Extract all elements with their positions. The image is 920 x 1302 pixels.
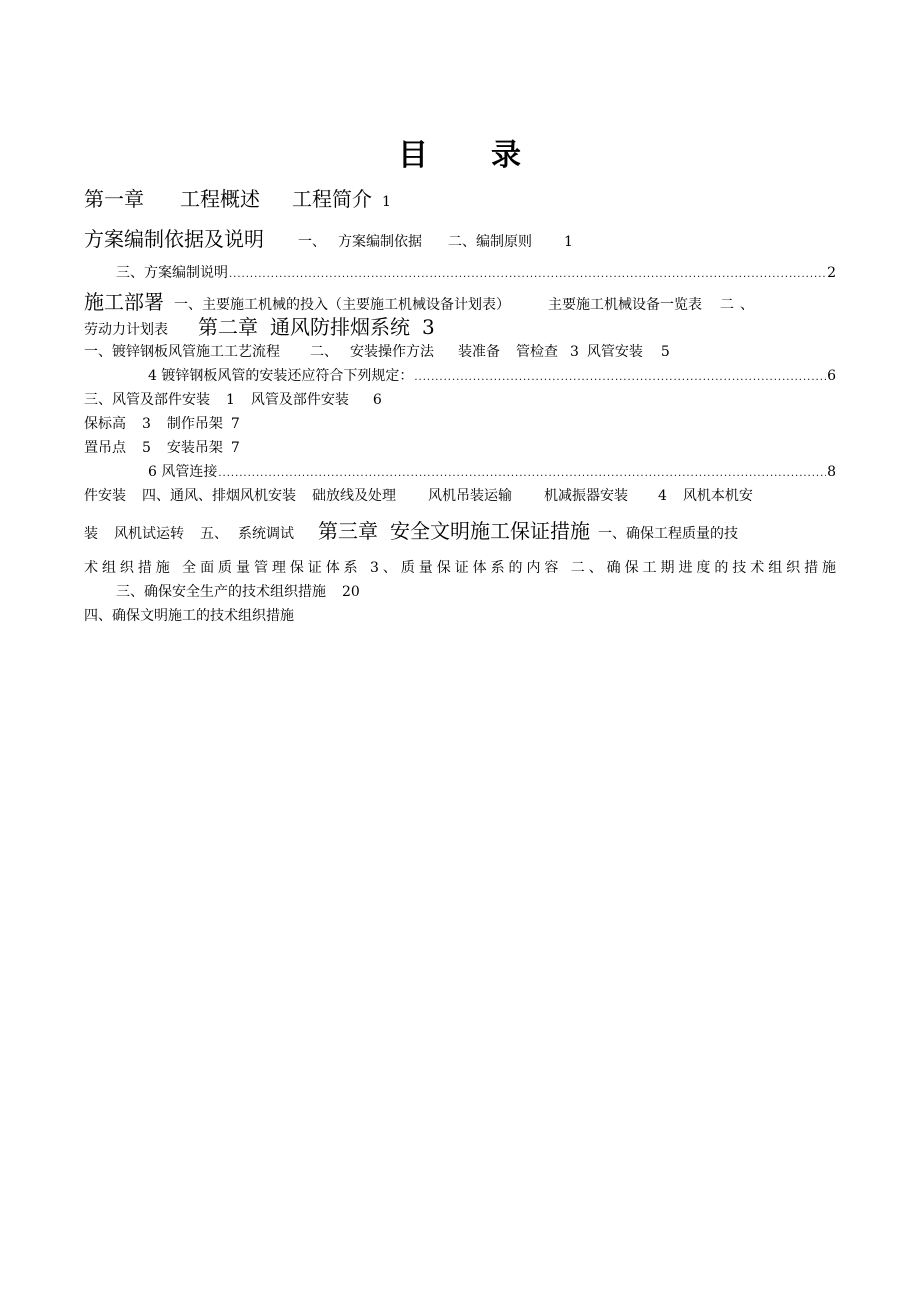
toc-line-12	[84, 486, 836, 506]
toc-entry-machinery-list: 主要施工机械设备一览表	[548, 297, 702, 313]
toc-entry-install-cont: 装	[84, 526, 98, 542]
toc-entry-damper-install: 机减振器安装	[544, 488, 628, 504]
toc-line-7	[148, 366, 836, 388]
toc-line-8	[84, 390, 836, 410]
toc-line-15	[116, 582, 836, 602]
toc-line-16	[84, 606, 836, 626]
toc-chapter-2-label: 第二章	[198, 315, 258, 339]
toc-entry-num: 4	[658, 488, 667, 504]
toc-page-number: 7	[230, 416, 240, 432]
toc-page-number: 20	[342, 584, 360, 600]
dot-leader	[229, 265, 826, 285]
toc-page-number: 5	[660, 344, 670, 360]
toc-chapter-3-title: 安全文明施工保证措施	[390, 519, 590, 543]
toc-entry-duct-rules: 4 镀锌钢板风管的安装还应符合下列规定：	[148, 368, 414, 384]
toc-entry-basis-1: 方案编制依据	[338, 234, 422, 250]
toc-line-1	[84, 186, 836, 215]
toc-entry-labor-plan: 劳动力计划表	[84, 322, 168, 338]
toc-entry-install-hanger: 安装吊架	[166, 440, 223, 456]
toc-entry-operation-method: 安装操作方法	[350, 344, 434, 360]
toc-entry-fan-trial: 风机试运转	[114, 526, 184, 542]
toc-line-13	[84, 518, 836, 547]
toc-title-char-2: 录	[491, 138, 522, 173]
toc-page-number: 8	[827, 464, 836, 480]
toc-line-2	[84, 226, 836, 255]
toc-line-14	[84, 558, 836, 578]
toc-entry-plan-description: 三、方案编制说明	[116, 265, 228, 281]
toc-entry-quality-measures-cont: 术组织措施	[84, 560, 174, 576]
toc-page-number: 1	[564, 234, 573, 250]
toc-entry-quality-system: 全面质量管理保证体系	[182, 560, 362, 576]
toc-entry-duct-parts-install: 风管及部件安装	[250, 392, 349, 408]
toc-entry-preparation: 装准备	[458, 344, 500, 360]
toc-entry-elevation: 保标高	[84, 416, 126, 432]
toc-entry-process-flow: 一、镀锌钢板风管施工工艺流程	[84, 344, 280, 360]
toc-entry-num: 二、	[310, 344, 338, 360]
toc-entry-hanging-point: 置吊点	[84, 440, 126, 456]
dot-leader	[414, 368, 826, 388]
toc-chapter-1-label: 第一章	[84, 187, 144, 211]
toc-line-9	[84, 414, 836, 434]
toc-title-char-1: 目	[398, 138, 429, 173]
toc-line-11	[148, 462, 836, 484]
toc-entry-fan-hoisting: 风机吊装运输	[428, 488, 512, 504]
toc-entry-fan-install: 四、通风、排烟风机安装	[142, 488, 296, 504]
toc-entry-duct-parts: 三、风管及部件安装	[84, 392, 210, 408]
toc-line-5	[84, 314, 836, 343]
toc-entry-num: 一、	[298, 234, 326, 250]
toc-entry-system-debug: 系统调试	[238, 526, 294, 542]
toc-entry-parts-install: 件安装	[84, 488, 126, 504]
toc-entry-schedule-measures: 二、确保工期进度的技术组织措施	[570, 560, 837, 576]
toc-entry-quality-measures: 一、确保工程质量的技	[598, 526, 738, 542]
toc-entry-num: 5	[142, 440, 151, 456]
toc-entry-fan-body: 风机本机安	[682, 488, 753, 504]
toc-entry-num: 五、	[200, 526, 228, 542]
toc-page-number: 3	[422, 315, 435, 339]
toc-chapter-2-title: 通风防排烟系统	[270, 315, 410, 339]
toc-page-number: 6	[372, 392, 382, 408]
toc-title	[0, 130, 920, 174]
toc-page-number: 7	[230, 440, 240, 456]
toc-entry-pipe-check: 管检查	[516, 344, 558, 360]
toc-entry-num: 3	[142, 416, 151, 432]
toc-entry-num-sep: 、	[740, 297, 754, 313]
toc-entry-duct-connection: 6 风管连接	[148, 464, 218, 480]
toc-entry-principle: 二、编制原则	[448, 234, 532, 250]
toc-entry-quality-content: 3、质量保证体系的内容	[370, 560, 563, 576]
toc-line-10	[84, 438, 836, 458]
toc-line-6	[84, 342, 836, 362]
toc-entry-basis: 方案编制依据及说明	[84, 227, 264, 251]
toc-entry-num: 二	[720, 297, 734, 313]
toc-page-number: 2	[827, 265, 836, 281]
toc-chapter-1-title: 工程概述	[180, 187, 260, 211]
toc-entry-num: 1	[226, 392, 235, 408]
toc-entry-deployment: 施工部署	[84, 290, 164, 314]
toc-entry-make-hanger: 制作吊架	[166, 416, 223, 432]
toc-entry-duct-install: 风管安装	[586, 344, 643, 360]
toc-entry-machinery: 一、主要施工机械的投入（主要施工机械设备计划表）	[174, 297, 510, 313]
toc-page-number: 1	[382, 194, 391, 210]
toc-chapter-3-label: 第三章	[318, 519, 378, 543]
toc-page-number: 6	[827, 368, 836, 384]
toc-line-3	[116, 263, 836, 285]
toc-entry-safety-measures: 三、确保安全生产的技术组织措施	[116, 584, 326, 600]
toc-entry-civilized-measures: 四、确保文明施工的技术组织措施	[84, 608, 294, 624]
dot-leader	[218, 464, 826, 484]
toc-entry-project-intro: 工程简介	[292, 187, 372, 211]
toc-page-number: 3	[570, 344, 579, 360]
toc-entry-foundation: 础放线及处理	[312, 488, 396, 504]
